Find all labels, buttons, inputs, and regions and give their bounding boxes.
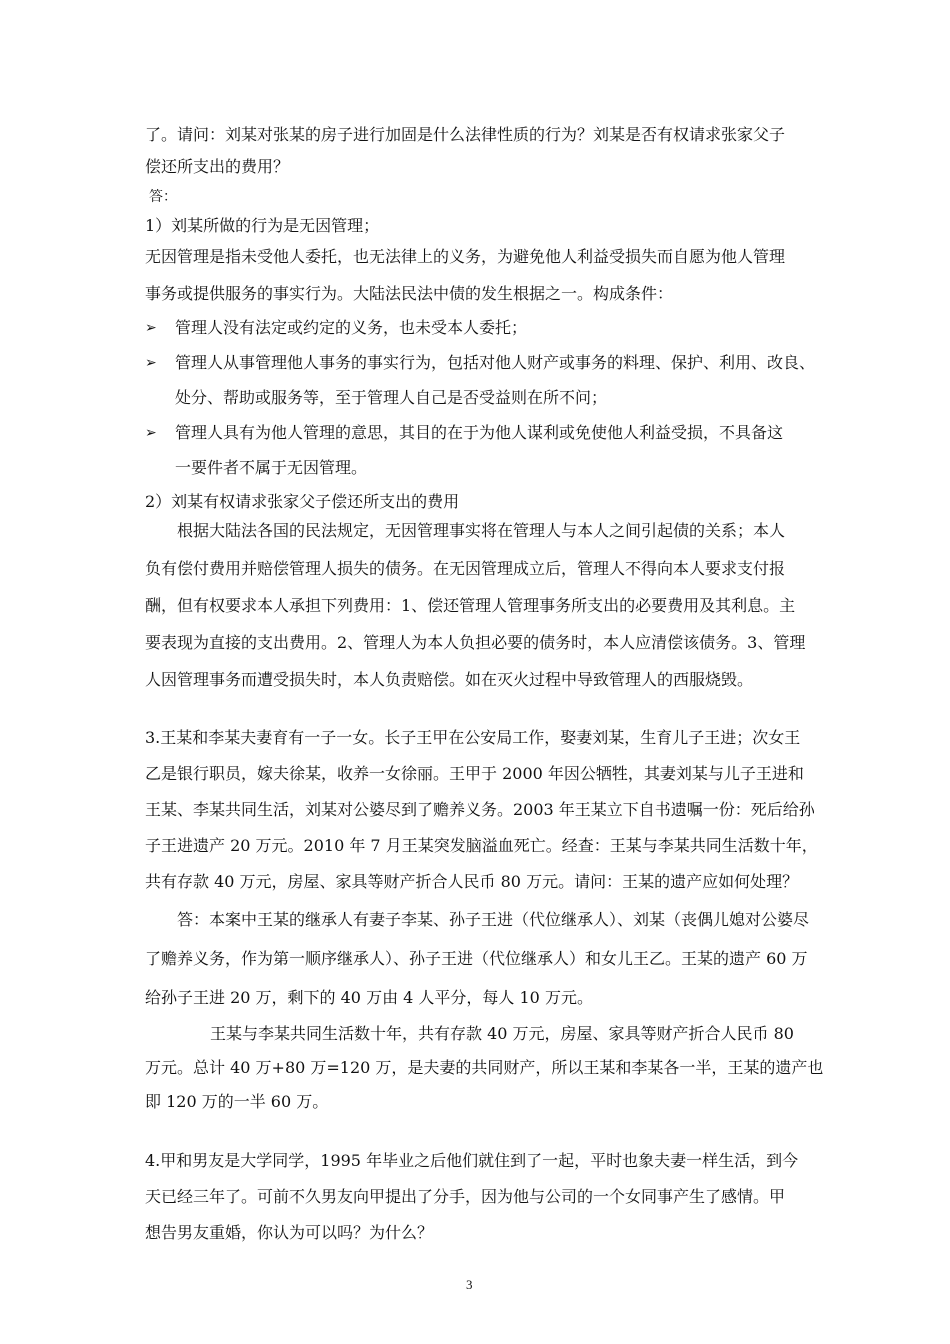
text-line: 负有偿付费用并赔偿管理人损失的债务。在无因管理成立后，管理人不得向本人要求支付报 <box>145 559 786 578</box>
text-line: 酬，但有权要求本人承担下列费用：1、偿还管理人管理事务所支出的必要费用及其利息。主 <box>145 596 796 615</box>
text-line: 即 120 万的一半 60 万。 <box>145 1092 329 1111</box>
paragraph-first-line: 王某与李某共同生活数十年，共有存款 40 万元，房屋、家具等财产折合人民币 80 <box>210 1024 794 1043</box>
question-3: 3.王某和李某夫妻育有一子一女。长子王甲在公安局工作，娶妻刘某，生育儿子王进；次女王 <box>145 728 801 747</box>
text-line: 共有存款 40 万元，房屋、家具等财产折合人民币 80 万元。请问：王某的遗产应如何处理？ <box>145 872 799 891</box>
text-line: 了赡养义务，作为第一顺序继承人）、孙子王进（代位继承人）和女儿王乙。王某的遗产 60 万 <box>145 949 808 968</box>
text-line: 乙是银行职员，嫁夫徐某，收养一女徐丽。王甲于 2000 年因公牺牲，其妻刘某与儿子王进和 <box>145 764 804 783</box>
arrow-bullet-icon: ➢ <box>145 320 157 336</box>
arrow-bullet-icon: ➢ <box>145 355 157 371</box>
text-line: 了。请问：刘某对张某的房子进行加固是什么法律性质的行为？刘某是否有权请求张家父子 <box>145 125 786 144</box>
text-line: 王某、李某共同生活，刘某对公婆尽到了赡养义务。2003 年王某立下自书遗嘱一份：死后给孙 <box>145 800 815 819</box>
answer-first-line: 答：本案中王某的继承人有妻子李某、孙子王进（代位继承人）、刘某（丧偶儿媳对公婆尽 <box>177 910 810 929</box>
text-line: 2）刘某有权请求张家父子偿还所支出的费用 <box>145 492 460 511</box>
list-item: 管理人具有为他人管理的意思，其目的在于为他人谋利或免使他人利益受损，不具备这 <box>175 423 784 442</box>
text-line: 无因管理是指未受他人委托，也无法律上的义务，为避免他人利益受损失而自愿为他人管理 <box>145 247 786 266</box>
page-number: 3 <box>466 1277 473 1292</box>
question-4: 4.甲和男友是大学同学，1995 年毕业之后他们就住到了一起，平时也象夫妻一样生活，到今 <box>145 1151 799 1170</box>
list-item-continuation: 一要件者不属于无因管理。 <box>175 458 368 477</box>
text-line: 事务或提供服务的事实行为。大陆法民法中债的发生根据之一。构成条件： <box>145 284 674 303</box>
text-line: 子王进遗产 20 万元。2010 年 7 月王某突发脑溢血死亡。经查：王某与李某共同生活数十年， <box>145 836 818 855</box>
text-line: 要表现为直接的支出费用。2、管理人为本人负担必要的债务时，本人应清偿该债务。3、管理 <box>145 633 806 652</box>
text-line: 天已经三年了。可前不久男友向甲提出了分手，因为他与公司的一个女同事产生了感情。甲 <box>145 1187 786 1206</box>
text-line: 1）刘某所做的行为是无因管理； <box>145 216 380 235</box>
answer-label: 答： <box>149 189 177 205</box>
text-line: 万元。总计 40 万+80 万=120 万，是夫妻的共同财产，所以王某和李某各一半，王某的遗产也 <box>145 1058 824 1077</box>
list-item-continuation: 处分、帮助或服务等，至于管理人自己是否受益则在所不问； <box>175 388 608 407</box>
text-line: 给孙子王进 20 万，剩下的 40 万由 4 人平分，每人 10 万元。 <box>145 988 593 1007</box>
paragraph-first-line: 根据大陆法各国的民法规定，无因管理事实将在管理人与本人之间引起债的关系；本人 <box>177 521 786 540</box>
list-item: 管理人从事管理他人事务的事实行为，包括对他人财产或事务的料理、保护、利用、改良、 <box>175 353 816 372</box>
text-line: 偿还所支出的费用？ <box>145 157 290 176</box>
list-item: 管理人没有法定或约定的义务，也未受本人委托； <box>175 318 528 337</box>
arrow-bullet-icon: ➢ <box>145 425 157 441</box>
text-line: 想告男友重婚，你认为可以吗？为什么？ <box>145 1223 434 1242</box>
text-line: 人因管理事务而遭受损失时，本人负责赔偿。如在灭火过程中导致管理人的西服烧毁。 <box>145 670 754 689</box>
